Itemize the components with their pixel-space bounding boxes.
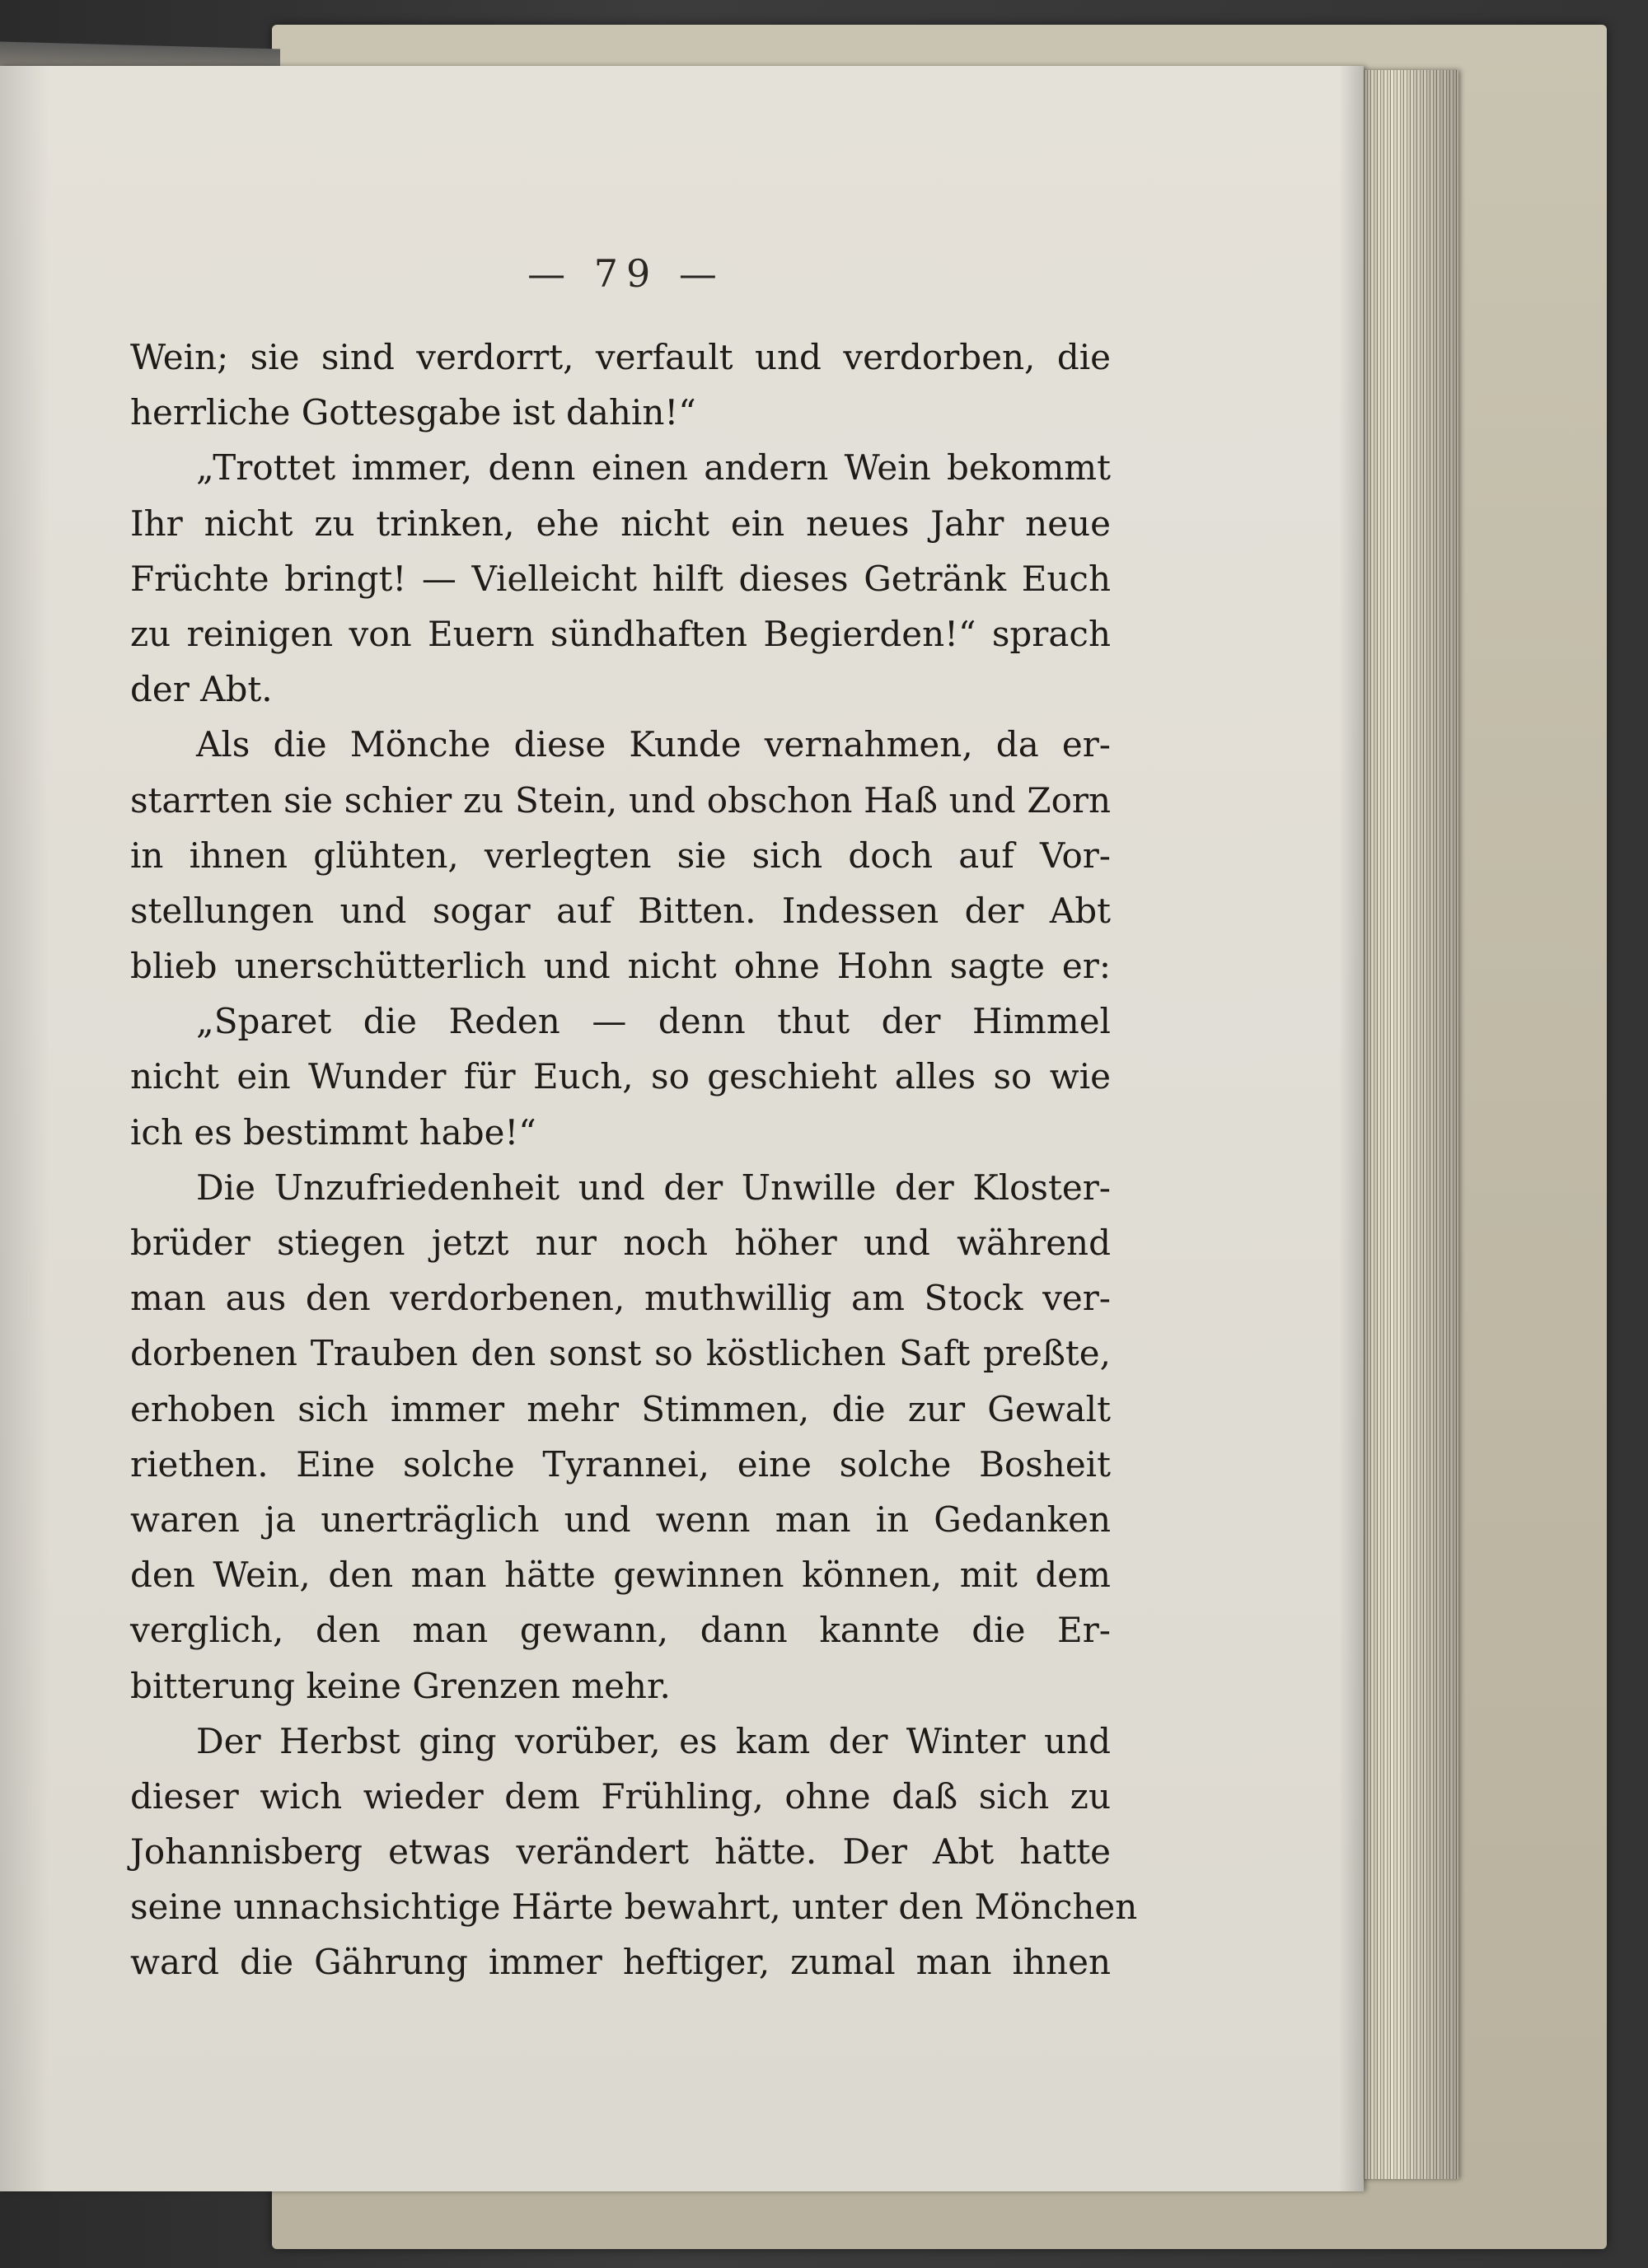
- text-line: blieb unerschütterlich und nicht ohne Hohn sagte er:: [130, 946, 1111, 987]
- text-line: waren ja unerträglich und wenn man in Gedanken: [130, 1499, 1111, 1540]
- text-line: Die Unzufriedenheit und der Unwille der Kloster-: [196, 1167, 1111, 1208]
- text-line: ich es bestimmt habe!“: [130, 1111, 536, 1153]
- text-line: verglich, den man gewann, dann kannte die Er-: [130, 1610, 1111, 1651]
- text-line: bitterung keine Grenzen mehr.: [130, 1665, 671, 1706]
- text-line: Als die Mönche diese Kunde vernahmen, da er-: [196, 724, 1111, 765]
- page-gutter-shadow: [1339, 66, 1364, 2191]
- text-line: der Abt.: [130, 669, 273, 710]
- text-line: erhoben sich immer mehr Stimmen, die zur Gewalt: [130, 1388, 1111, 1429]
- page-number: — 79 —: [527, 251, 725, 296]
- text-line: den Wein, den man hätte gewinnen können, mit dem: [130, 1555, 1111, 1596]
- text-line: Wein; sie sind verdorrt, verfault und verdorben, die: [130, 337, 1111, 377]
- text-line: ward die Gährung immer heftiger, zumal man ihnen: [130, 1942, 1111, 1983]
- text-line: nicht ein Wunder für Euch, so geschieht alles so wie: [130, 1056, 1111, 1097]
- text-line: man aus den verdorbenen, muthwillig am Stock ver-: [130, 1278, 1111, 1319]
- page-edges-shade: [1351, 70, 1458, 2179]
- text-line: in ihnen glühten, verlegten sie sich doch auf Vor-: [130, 835, 1111, 876]
- page-shadow: [0, 66, 49, 2191]
- text-line: Ihr nicht zu trinken, ehe nicht ein neues Jahr neue: [130, 503, 1111, 544]
- text-line: dieser wich wieder dem Frühling, ohne daß sich zu: [130, 1775, 1111, 1817]
- text-line: Johannisberg etwas verändert hätte. Der Abt hatte: [130, 1831, 1111, 1873]
- body-text: [130, 330, 1138, 1990]
- text-line: brüder stiegen jetzt nur noch höher und während: [130, 1223, 1111, 1263]
- text-line: „Sparet die Reden — denn thut der Himmel: [196, 1001, 1111, 1042]
- text-line: Der Herbst ging vorüber, es kam der Winter und: [196, 1720, 1111, 1761]
- text-line: dorbenen Trauben den sonst so köstlichen Saft preßte,: [130, 1333, 1111, 1374]
- text-line: Früchte bringt! — Vielleicht hilft dieses Getränk Euch: [130, 558, 1111, 599]
- text-line: riethen. Eine solche Tyrannei, eine solche Bosheit: [130, 1443, 1111, 1485]
- text-line: starrten sie schier zu Stein, und obschon Haß und Zorn: [130, 779, 1111, 821]
- text-line: stellungen und sogar auf Bitten. Indessen der Abt: [130, 890, 1111, 931]
- text-line: herrliche Gottesgabe ist dahin!“: [130, 392, 696, 433]
- text-line: zu reinigen von Euern sündhaften Begierden!“ sprach: [130, 613, 1111, 654]
- text-line: „Trottet immer, denn einen andern Wein bekommt: [196, 447, 1111, 489]
- text-line: seine unnachsichtige Härte bewahrt, unter den Mönchen: [130, 1887, 1138, 1928]
